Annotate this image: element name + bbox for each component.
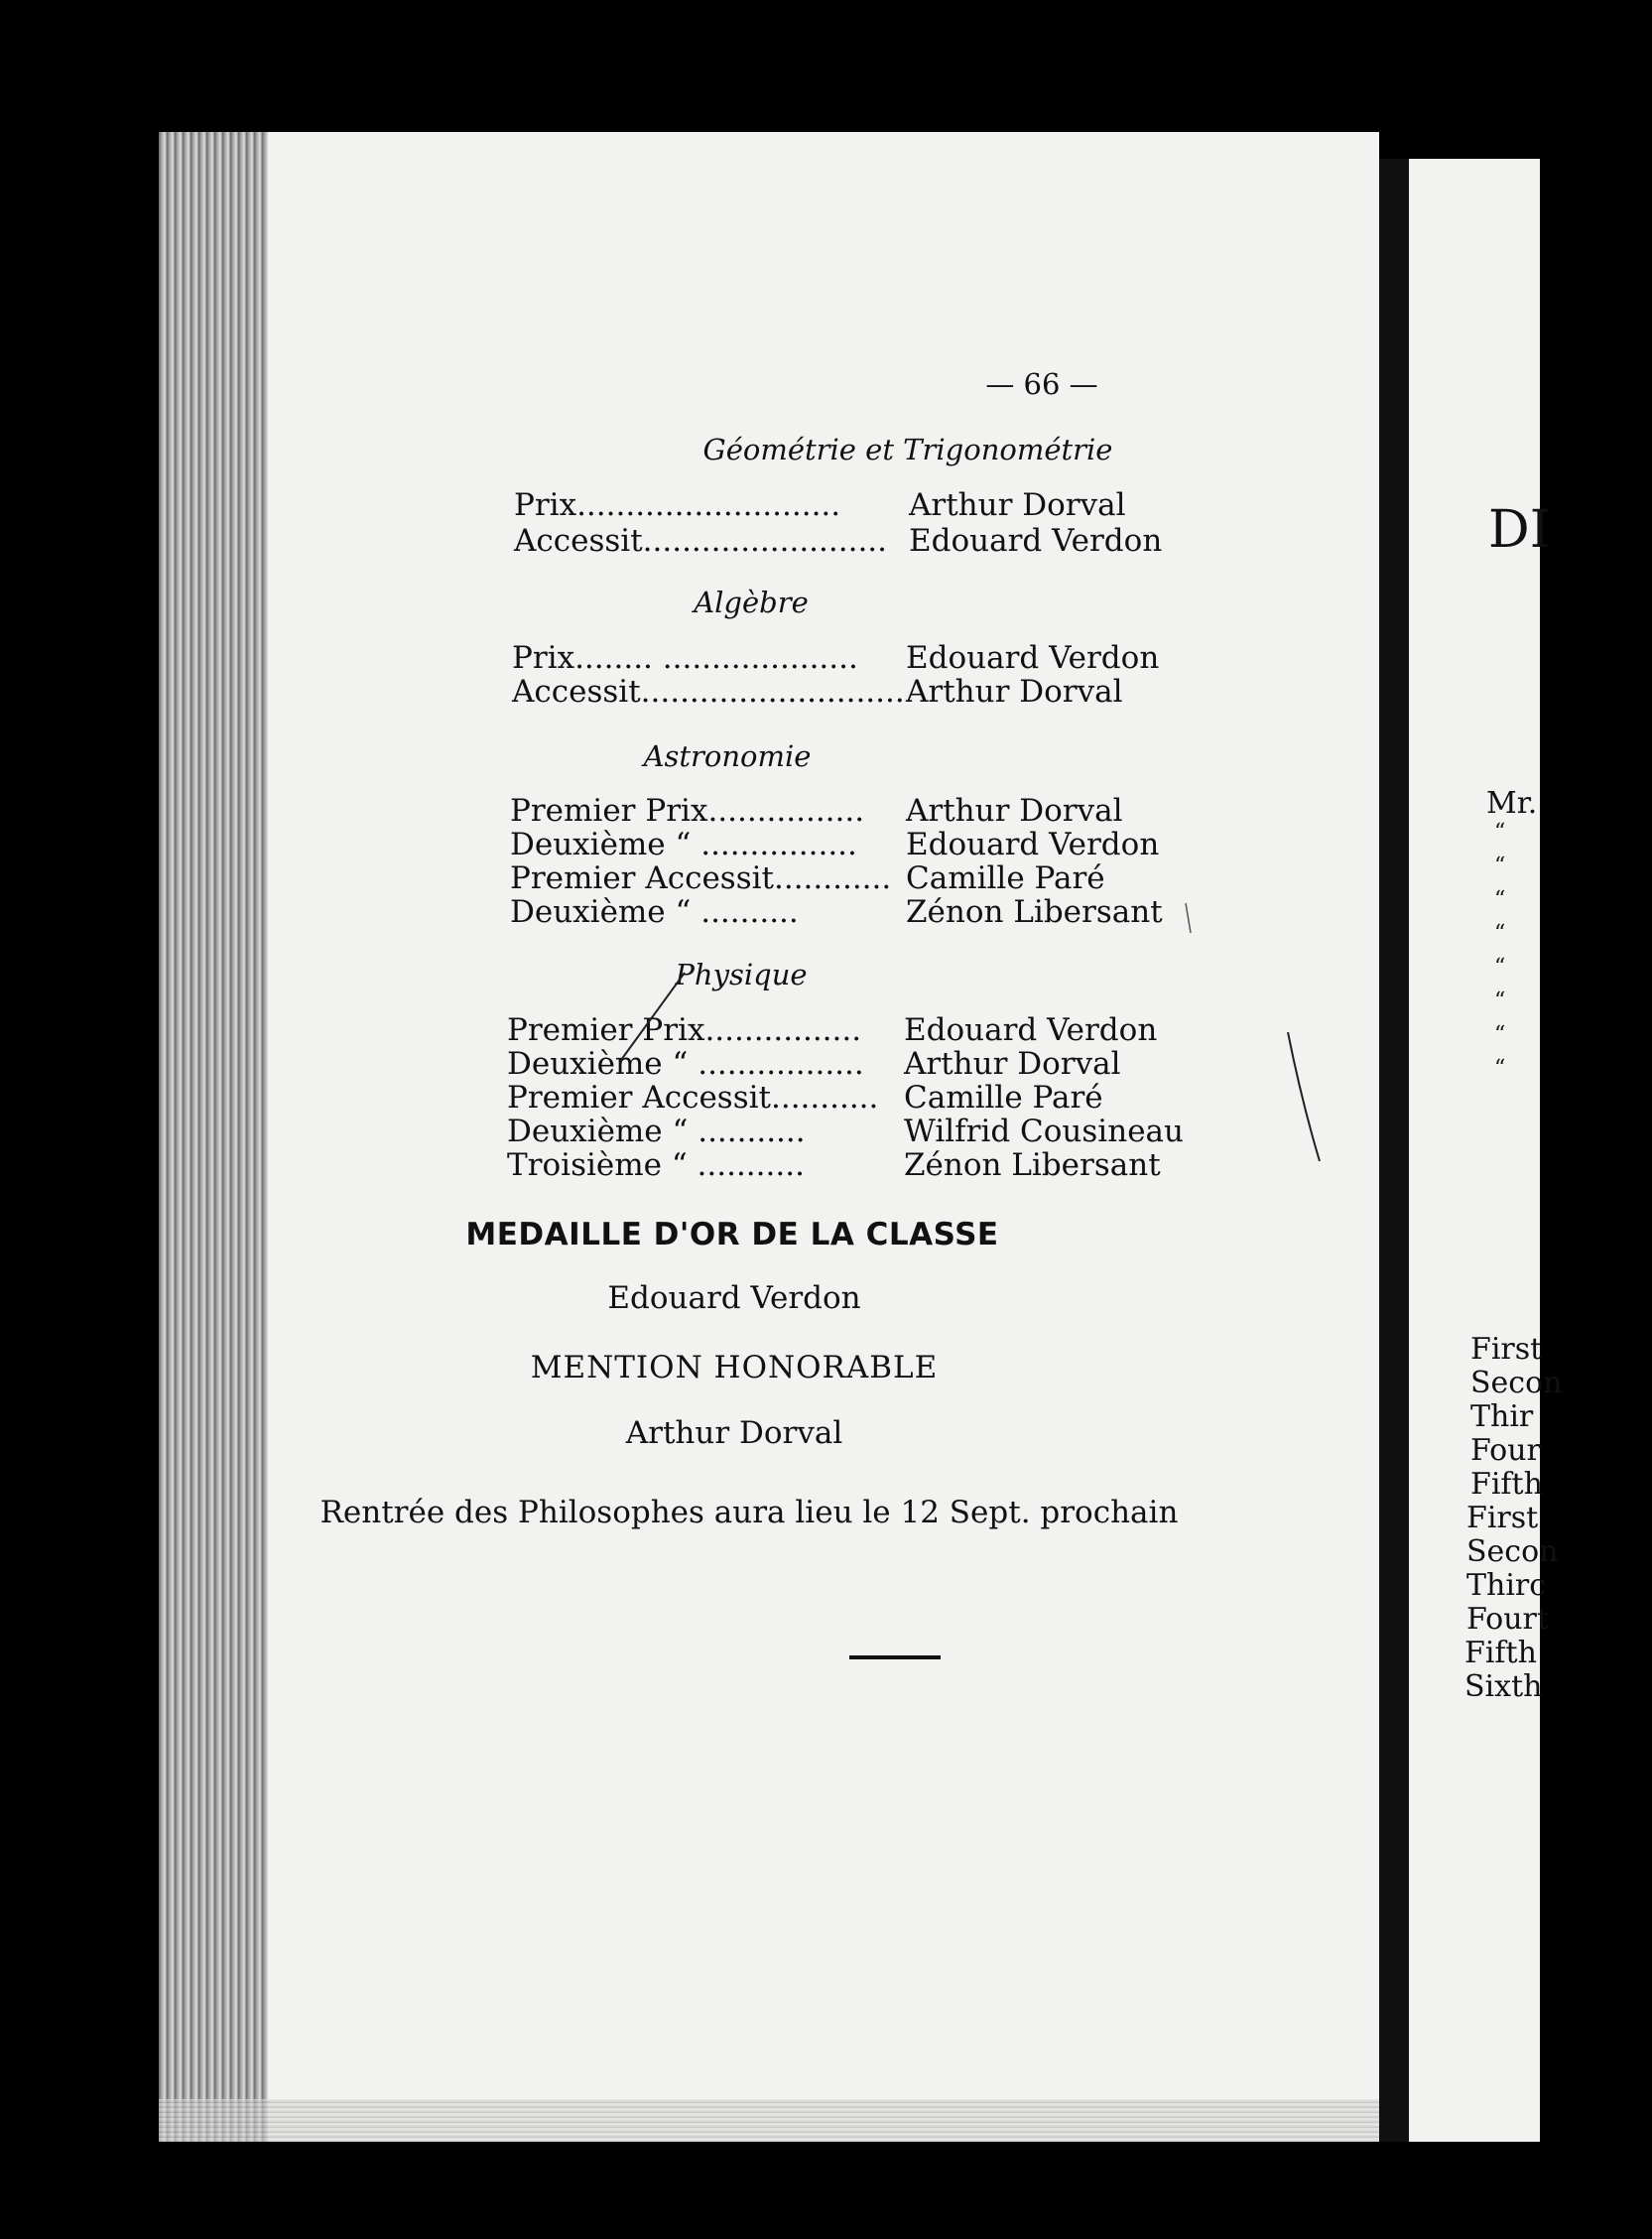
award-label: Accessit [512,674,641,710]
leader-dots: ........... [688,1114,806,1149]
ordinal-label: Four [1470,1433,1541,1468]
footer-note: Rentrée des Philosophes aura lieu le 12 Sept. prochain [319,1495,1179,1530]
leader-dots: ........... [687,1147,805,1183]
leader-dots: ........ .................... [574,640,858,676]
award-recipient: Arthur Dorval [906,793,1123,829]
page-number: — 66 — [985,367,1098,401]
ditto-mark: “ [1494,887,1506,912]
ditto-mark: “ [1494,955,1506,980]
section-title-geometrie: Géométrie et Trigonométrie [702,433,1113,466]
section-title-algebre: Algèbre [694,586,809,619]
award-recipient: Camille Paré [904,1080,1103,1116]
award-label: Deuxième “ [507,1114,689,1149]
award-label: Prix [514,487,577,523]
leader-dots: ................ [704,1012,862,1048]
ordinal-label: Fourt [1466,1602,1549,1637]
leader-dots: ......................... [642,523,888,559]
leader-dots: ........................... [640,674,905,710]
mention-recipient: Arthur Dorval [625,1415,843,1451]
ordinal-label: Secon [1470,1366,1563,1400]
award-label: Prix [512,640,575,676]
award-label: Deuxième “ [507,1046,689,1082]
section-title-physique: Physique [675,958,808,991]
leader-dots: ................. [688,1046,864,1082]
award-recipient: Zénon Libersant [904,1147,1161,1183]
ordinal-label: Fifth [1470,1467,1543,1502]
award-recipient: Edouard Verdon [904,1012,1158,1048]
award-recipient: Edouard Verdon [906,827,1160,862]
ditto-mark: “ [1494,921,1506,946]
award-recipient: Camille Paré [906,860,1105,896]
ordinal-label: First [1470,1332,1543,1367]
ordinal-label: Sixth [1464,1669,1543,1704]
award-recipient: Zénon Libersant [906,894,1163,930]
ordinal-label: Fifth [1464,1636,1537,1670]
award-recipient: Edouard Verdon [909,523,1163,559]
award-recipient: Arthur Dorval [904,1046,1121,1082]
ditto-mark: “ [1494,1022,1506,1047]
medal-recipient: Edouard Verdon [607,1280,861,1316]
ditto-mark: “ [1494,854,1506,878]
award-label: Premier Prix [507,1012,705,1048]
ditto-mark: “ [1494,820,1506,845]
leader-dots: ................ [707,793,865,829]
ditto-mark: “ [1494,1056,1506,1081]
leader-dots: ........................... [576,487,841,523]
award-label: Troisième “ [507,1147,688,1183]
award-recipient: Wilfrid Cousineau [904,1114,1184,1149]
leader-dots: ........... [771,1080,879,1116]
mention-title: MENTION HONORABLE [530,1350,939,1385]
leader-dots: ................ [691,827,857,862]
award-label: Deuxième “ [510,827,692,862]
leader-dots: ............ [774,860,892,896]
ditto-mark: “ [1494,988,1506,1013]
award-recipient: Edouard Verdon [906,640,1160,676]
ordinal-label: Thir [1470,1399,1534,1434]
ordinal-label: Secon [1466,1534,1559,1569]
award-label: Premier Accessit [507,1080,771,1116]
award-label: Premier Accessit [510,860,774,896]
section-title-astronomie: Astronomie [643,739,812,773]
right-page [1409,159,1563,2142]
ordinal-label: First [1466,1501,1539,1535]
right-heading-fragment: DI [1488,500,1551,560]
ordinal-label: Thirc [1466,1568,1547,1603]
leader-dots: .......... [691,894,799,930]
award-label: Accessit [514,523,643,559]
award-recipient: Arthur Dorval [906,674,1123,710]
award-label: Premier Prix [510,793,708,829]
right-mr-label: Mr. [1486,786,1538,821]
medal-title: MEDAILLE D'OR DE LA CLASSE [465,1217,999,1252]
award-recipient: Arthur Dorval [909,487,1126,523]
award-label: Deuxième “ [510,894,692,930]
